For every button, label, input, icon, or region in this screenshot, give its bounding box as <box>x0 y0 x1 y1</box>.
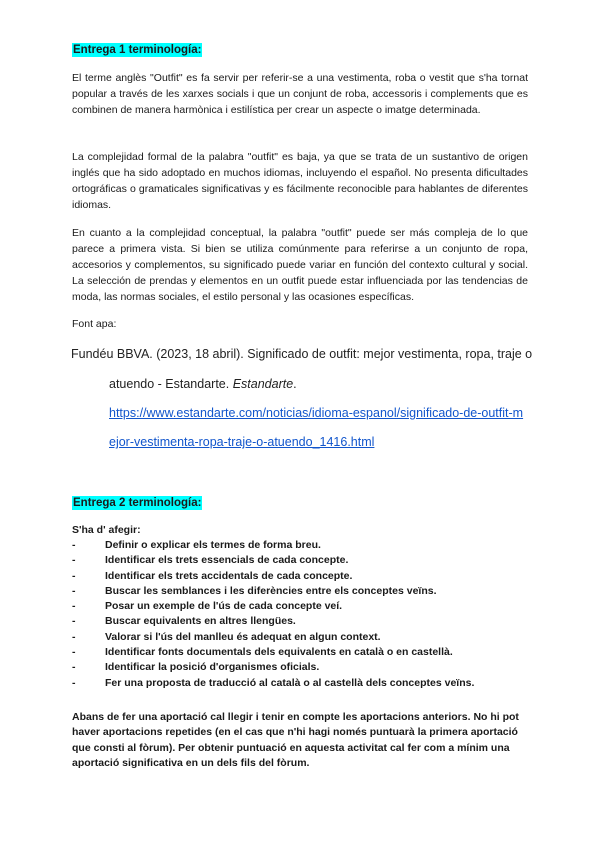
paragraph-outfit-definition: El terme anglès "Outfit" es fa servir per referir-se a una vestimenta, roba o vestit que s'ha tornat popular a través de les xarxes socials i que un conjunt de roba, accessoris i complements que es combinen de manera harmònica i estilística per crear un aspecte o imatge determinada. <box>72 72 528 116</box>
citation-publication: Estandarte <box>232 377 294 391</box>
list-item: - Identificar la posició d'organismes oficials. <box>72 660 528 675</box>
paragraph-conceptual-complexity: En cuanto a la complejidad conceptual, la palabra "outfit" puede ser más compleja de lo que parece a primera vista. Si bien se utiliza comúnmente para referirse a un conjunto de ropa, accesorios y complementos, su significado puede variar en función del contexto cultural y social. La selección de prendas y elementos en un outfit puede estar influenciada por las tendencias de moda, las normas sociales, el estilo personal y las ocasiones específicas. <box>72 227 528 303</box>
list-item: - Buscar les semblances i les diferències entre els conceptes veïns. <box>72 584 528 599</box>
paragraph-formal-complexity: La complejidad formal de la palabra "outfit" es baja, ya que se trata de un sustantivo de origen inglés que ha sido adoptado en muchos idiomas, incluyendo el español. No presenta dificultades ortográficas o gramaticales significativas y es fácilmente reconocible para hablantes de diferentes idiomas. <box>72 151 528 211</box>
requirements-list <box>72 538 528 691</box>
list-item: - Identificar els trets accidentals de cada concepte. <box>72 569 528 584</box>
list-item: - Definir o explicar els termes de forma breu. <box>72 538 528 553</box>
citation-url-2[interactable]: ejor-vestimenta-ropa-traje-o-atuendo_1416.html <box>109 435 375 449</box>
citation-line-2: atuendo - Estandarte. Estandarte. <box>109 377 297 391</box>
section1-heading: Entrega 1 terminología: <box>73 44 202 56</box>
section2-heading: Entrega 2 terminología: <box>73 497 202 509</box>
list-item: - Fer una proposta de traducció al català o al castellà dels conceptes veïns. <box>72 676 528 691</box>
list-item: - Identificar els trets essencials de cada concepte. <box>72 553 528 568</box>
list-item: - Identificar fonts documentals dels equivalents en català o en castellà. <box>72 645 528 660</box>
source-label: Font apa: <box>72 318 117 330</box>
closing-paragraph: Abans de fer una aportació cal llegir i tenir en compte les aportacions anteriors. No hi pot haver aportacions repetides (en el cas que n'hi hagi només puntuarà la primera aportació que consti al fòrum). Per obtenir puntuació en aquesta activitat cal fer com a mínim una aportació significativa en un dels fils del fòrum. <box>72 711 519 769</box>
section2-subheading: S'ha d' afegir: <box>72 524 141 536</box>
citation-line-1: Fundéu BBVA. (2023, 18 abril). Significado de outfit: mejor vestimenta, ropa, traje o <box>71 347 533 361</box>
list-item: - Valorar si l'ús del manlleu és adequat en algun context. <box>72 630 528 645</box>
citation-url-1[interactable]: https://www.estandarte.com/noticias/idioma-espanol/significado-de-outfit-m <box>109 406 524 420</box>
list-item: - Posar un exemple de l'ús de cada concepte veí. <box>72 599 528 614</box>
list-item: - Buscar equivalents en altres llengües. <box>72 614 528 629</box>
